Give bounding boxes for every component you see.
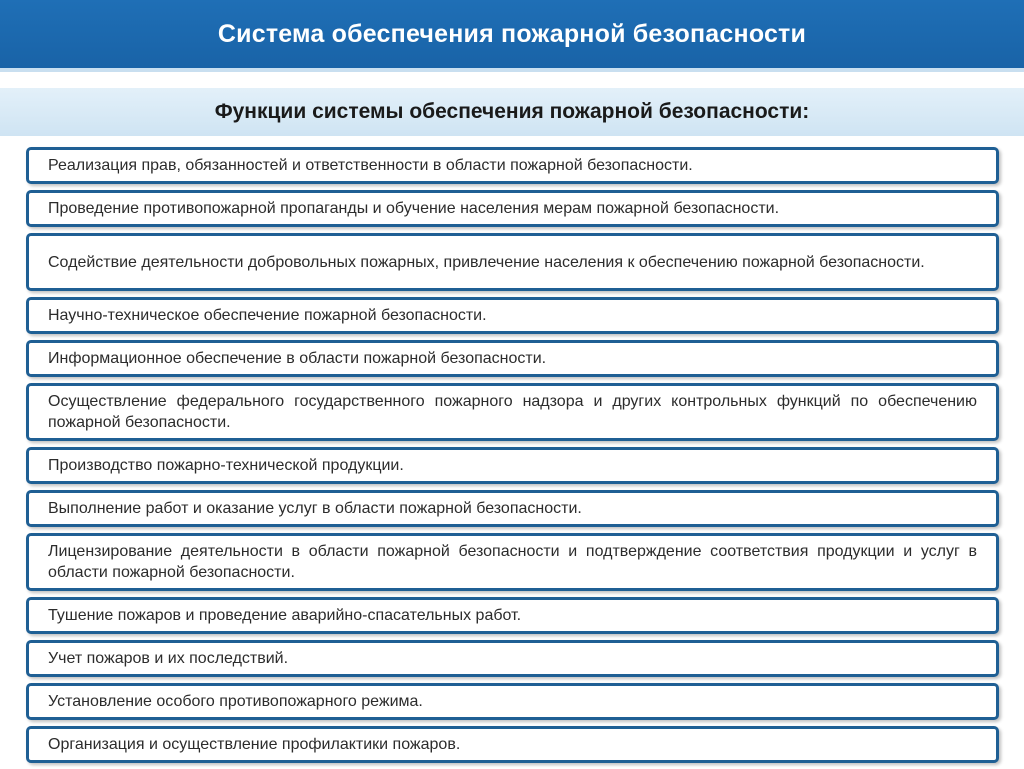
function-item bbox=[26, 533, 999, 591]
function-text: Тушение пожаров и проведение аварийно-спасательных работ. bbox=[48, 607, 522, 624]
function-text: Установление особого противопожарного режима. bbox=[48, 693, 423, 710]
function-text: Реализация прав, обязанностей и ответственности в области пожарной безопасности. bbox=[48, 157, 693, 174]
function-item bbox=[26, 640, 999, 677]
function-text: Производство пожарно-технической продукции. bbox=[48, 457, 404, 474]
function-item bbox=[26, 190, 999, 227]
function-text: Информационное обеспечение в области пожарной безопасности. bbox=[48, 350, 547, 367]
function-item bbox=[26, 297, 999, 334]
function-text: Содействие деятельности добровольных пожарных, привлечение населения к обеспечению пожарной безопасности. bbox=[48, 253, 925, 271]
function-text: Осуществление федерального государственного пожарного надзора и других контрольных функций по обеспечению пожарной безопасности. bbox=[48, 393, 977, 431]
function-item bbox=[26, 447, 999, 484]
function-item bbox=[26, 340, 999, 377]
function-text: Проведение противопожарной пропаганды и обучение населения мерам пожарной безопасности. bbox=[48, 200, 780, 217]
function-item bbox=[26, 233, 999, 291]
functions-list bbox=[26, 147, 999, 769]
function-text: Лицензирование деятельности в области пожарной безопасности и подтверждение соответствия продукции и услуг в области пожарной безопасности. bbox=[48, 543, 977, 581]
function-item bbox=[26, 383, 999, 441]
function-item bbox=[26, 597, 999, 634]
function-item bbox=[26, 147, 999, 184]
subtitle-bar bbox=[0, 88, 1024, 136]
section-subtitle: Функции системы обеспечения пожарной безопасности: bbox=[214, 100, 810, 123]
title-bar bbox=[0, 0, 1024, 72]
function-item bbox=[26, 490, 999, 527]
function-text: Организация и осуществление профилактики пожаров. bbox=[48, 736, 461, 753]
function-text: Научно-техническое обеспечение пожарной безопасности. bbox=[48, 307, 487, 324]
page-title: Система обеспечения пожарной безопасности bbox=[217, 19, 807, 48]
function-item bbox=[26, 726, 999, 763]
function-item bbox=[26, 683, 999, 720]
function-text: Выполнение работ и оказание услуг в области пожарной безопасности. bbox=[48, 500, 582, 517]
function-text: Учет пожаров и их последствий. bbox=[48, 650, 289, 667]
